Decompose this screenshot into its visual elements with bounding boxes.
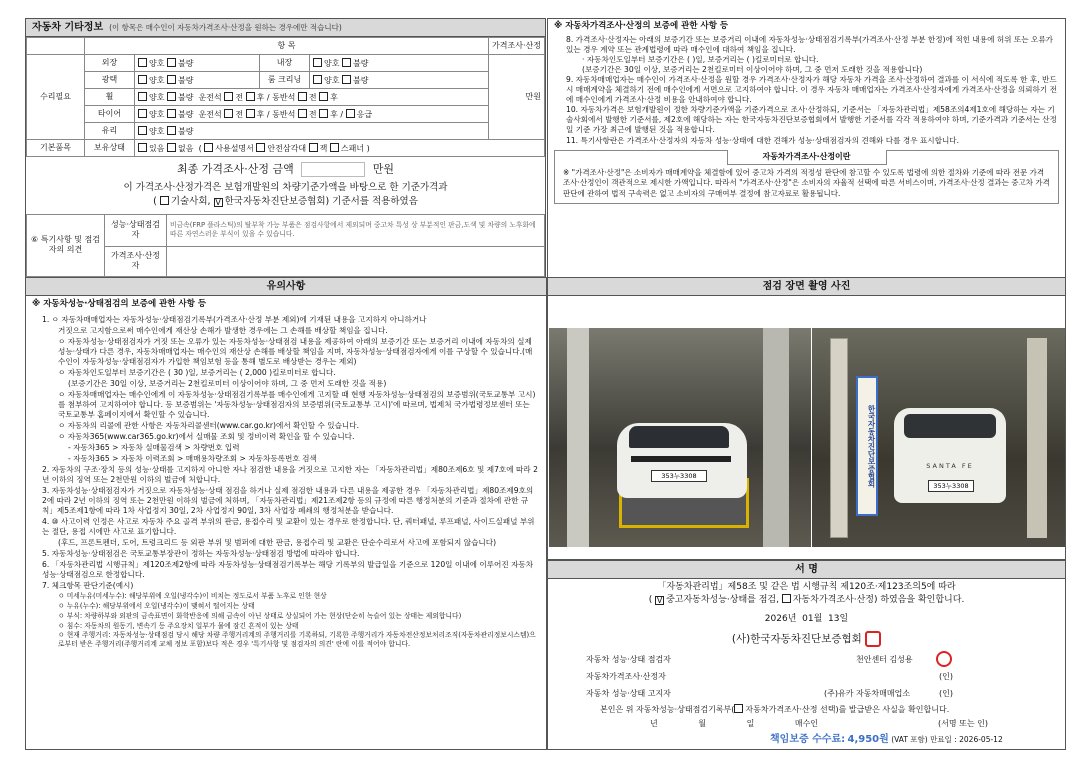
- notifier-seal: (인): [939, 689, 953, 698]
- fee-vat: (VAT 포함): [891, 735, 928, 744]
- other-info-table: [26, 37, 545, 157]
- assoc-stamp-icon: [865, 631, 881, 647]
- cautions-list: [26, 313, 546, 649]
- perf-text: 비금속(FRP 플라스틱)의 탈부착 가능 부품은 점검사항에서 제외되며 중고차 특성 상 부분적인 판금,도색 및 차량의 노후화에 따른 자연스러운 부식이 있을 수 있습니다.: [167, 214, 545, 246]
- room-good-checkbox[interactable]: [313, 75, 322, 84]
- buyer-sign: (서명 또는 인): [938, 719, 988, 728]
- final-price-basis: 이 가격조사·산정가격은 보험개발원의 차량기준가액을 바탕으로 한 기준가격과: [123, 182, 448, 193]
- rear-plate: 353누3308: [928, 480, 974, 492]
- row-gloss: 광택: [85, 72, 135, 89]
- confirm-a: 중고자동차성능·상태를 점검,: [666, 595, 779, 606]
- price-note-8: 8. 가격조사·산정자는 아래의 보증기간 또는 보증거리 이내에 자동차성능·상태점검기록부(가격조사·산정 부분 한정)에 적힌 내용에 허위 또는 오류가 있는 경우 계약 또는 관계법령에 따라 매수인에 대하여 책임을 집니다.: [566, 34, 1053, 54]
- special-table: [26, 214, 545, 277]
- assoc1-checkbox[interactable]: [160, 196, 169, 205]
- tire-good-checkbox[interactable]: [138, 109, 147, 118]
- signature-panel: 서 명 「자동차관리법」제58조 및 같은 법 시행규칙 제120조·제123조의5에 따라 ( V 중고자동차성능·상태를 점검, 자동차가격조사·산정) 하였음을 확인합니다. 2026년 01월 13일 (사)한국자동차진단보증협회: [547, 560, 1066, 750]
- caution-line: 거짓으로 고지함으로써 매수인에게 재산상 손해가 발생한 경우에는 그 손해를 배상할 책임을 집니다.: [58, 325, 388, 335]
- price-inspector-sign-label: 자동차가격조사·산정자: [586, 672, 666, 681]
- rear-photo: [812, 328, 1065, 547]
- other-info-note: (이 항목은 매수인이 자동차가격조사·산정을 원하는 경우에만 적습니다): [109, 23, 342, 32]
- rear-banner: 한국자동차진단보증협회: [856, 376, 878, 516]
- buyer-price-checkbox[interactable]: [734, 704, 743, 713]
- price-note-11: 11. 특기사항란은 가격조사·산정자의 자동차 성능·상태에 대한 견해가 성능·상태점검자의 견해와 다를 경우 표시합니다.: [566, 135, 960, 145]
- wheel-pas-front-checkbox[interactable]: [298, 92, 307, 101]
- price-survey-checkbox[interactable]: [782, 594, 791, 603]
- caution-line: ㅇ 자동차매매업자는 매수인에게 이 자동차성능·상태점검기록부를 매수인에게 고지할 때 현행 자동차성능·상태점검의 보증범위(국토교통부 고시)를 첨부하여 고지하여야 합니다. 등 보증범위는 '자동차성능·상태점검자의 보증범위(국토교통부 고시)'에 따르며, 법제처 국가법령정보센터 또는 국토교통부 홈페이지에서 확인할 수 있습니다.: [58, 389, 536, 419]
- caution-line: 2. 자동차의 구조·장치 등의 성능·상태를 고지하지 아니한 자나 점검한 내용을 거짓으로 고지한 자는 「자동차관리법」제80조제6호 및 제7호에 따라 2년 이하의 징역 또는 2천만원 이하의 벌금에 처합니다.: [42, 464, 538, 484]
- signature-header: 서 명: [548, 561, 1065, 579]
- interior-good-checkbox[interactable]: [313, 58, 322, 67]
- cautions-header: 유의사항: [26, 278, 546, 296]
- other-info-title: 자동차 기타정보: [32, 22, 104, 33]
- row-glass: 유리: [85, 123, 135, 140]
- caution-line: ㅇ 자동차의 리콜에 관한 사항은 자동차리콜센터(www.car.go.kr)에서 확인할 수 있습니다.: [58, 420, 359, 430]
- price-inspector-text[interactable]: [167, 246, 545, 276]
- caution-line: 5. 자동차성능·상태점검은 국토교통부장관이 정하는 자동차성능·상태점검 방법에 따라야 합니다.: [42, 548, 360, 558]
- price-note-9: 9. 자동차매매업자는 매수인이 가격조사·산정을 원할 경우 가격조사·산정자가 해당 자동차 가격을 조사·산정하여 결과를 이 서식에 적도록 한 후, 반드시 매매계약을 체결하기 전에 매수인에게 서면으로 고지하여야 합니다. 이 경우 자동차 매매업자는 가격조사·산정자에게 가격조사·산정을 의뢰하기 전에 매수인에게 가격조사·산정 비용을 안내하여야 합니다.: [566, 75, 1057, 105]
- caution-criteria: ㅇ 부식: 차량하부와 외판의 금속표면이 화학반응에 의해 금속이 아닌 상태로 상실되어 가는 현상(단순히 녹슬어 있는 상태는 제외합니다): [58, 611, 462, 620]
- none-checkbox[interactable]: [167, 143, 176, 152]
- possession-checks: 있음 없음 ( 사용설명서 안전삼각대 잭 스패너 ): [135, 140, 545, 157]
- basic-item-label: 기본품목: [27, 140, 85, 157]
- jack-checkbox[interactable]: [309, 143, 318, 152]
- price-note-8-rule: (보증기간은 30일 이상, 보증거리는 2천킬로미터 이상이어야 하며, 그 중 먼저 도래한 것을 적용합니다): [582, 64, 923, 74]
- assoc2-checkbox[interactable]: V: [215, 197, 221, 207]
- photos-header: 점검 장면 촬영 사진: [548, 278, 1065, 296]
- front-photo: [549, 328, 811, 547]
- assoc-name: (사)한국자동차진단보증협회: [731, 632, 862, 645]
- front-windshield: [629, 426, 729, 448]
- assoc2-label: 한국자동차진단보증협회) 기준서를 적용하였음: [224, 195, 418, 207]
- wheel-drv-rear-checkbox[interactable]: [246, 92, 255, 101]
- inspector-label: 자동차 성능·상태 점검자: [586, 655, 671, 664]
- caution-line: ㅇ 자동차인도일부터 보증기간은 ( 30 )일, 보증거리는 ( 2,000 )킬로미터로 합니다.: [58, 367, 336, 377]
- price-note-10: 10. 자동차가격은 보험개발원이 정한 차량기준가액을 기준가격으로 조사·산정하되, 기준서는 「자동차관리법」제58조의4제1호에 해당하는 자는 기술사회에서 발행한 기준서를, 제2호에 해당하는 자는 한국자동차진단보증협회에서 발행한 기준서를 각각 적용하여야 하며, 기준가격과 기준서는 산정일 기준 가장 최근에 발행된 것을 적용합니다.: [566, 105, 1057, 135]
- fee-row: [770, 734, 1062, 747]
- other-info-panel: [25, 18, 546, 290]
- cautions-subtitle: ※ 자동차성능·상태점검의 보증에 관한 사항 등: [32, 299, 207, 309]
- caution-line: - 자동차365 > 자동차 이력조회 > 매매용차량조회 > 자동차등록번호 검색: [68, 453, 317, 463]
- exterior-checks: 양호 불량: [135, 55, 260, 72]
- wheel-good-checkbox[interactable]: [138, 92, 147, 101]
- fee-value: 4,950원: [847, 734, 889, 745]
- caution-line: 3. 자동차성능·상태점검자가 거짓으로 자동차성능·상태 점검을 하거나 실제 점검한 내용과 다른 내용을 제공한 경우 「자동차관리법」제80조제9호의2에 따라 2년 이하의 징역 또는 2천만원 이하의 벌금에 처하며, 「자동차관리법」제21조제2항 등의 규정에 따른 행정처분의 기준과 절차에 관한 규칙」제5조제1항에 따라 1차 사업정지 30일, 2차 사업정지 90일, 3차 사업장 폐쇄의 행정처분을 받습니다.: [42, 485, 534, 515]
- final-price-label: 최종 가격조사·산정 금액: [176, 162, 294, 176]
- wheel-pas-rear-checkbox[interactable]: [319, 92, 328, 101]
- caution-line: 6. 「자동차관리법 시행규칙」제120조제2항에 따라 자동차성능·상태점검기록부는 해당 기록부의 발급일을 기준으로 120일 이내에 이루어진 자동차 성능·상태점검으로 한정합니다.: [42, 559, 534, 579]
- assoc1-label: 기술사회,: [170, 195, 211, 207]
- caution-criteria: ㅇ 침수: 자동차의 원동기, 변속기 등 주요장치 일부가 물에 잠긴 흔적이 있는 상태: [58, 621, 299, 630]
- room-bad-checkbox[interactable]: [342, 75, 351, 84]
- wheel-checks: 양호 불량 운전석 전 후 / 동반석 전 후: [135, 89, 489, 106]
- inspector-name: 천안센터 김성용: [856, 655, 913, 664]
- caution-line: (보증기간은 30일 이상, 보증거리는 2천킬로미터 이상이어야 하며, 그 중 먼저 도래한 것을 적용): [68, 378, 387, 388]
- manual-checkbox[interactable]: [204, 143, 213, 152]
- performance-checkbox[interactable]: V: [656, 596, 663, 606]
- interior-bad-checkbox[interactable]: [342, 58, 351, 67]
- price-notes-panel: [547, 18, 1066, 290]
- special-label: ⑥ 특기사항 및 점검자의 의견: [27, 214, 105, 276]
- col-item: 항 목: [85, 38, 489, 55]
- exterior-good-checkbox[interactable]: [138, 58, 147, 67]
- price-note-8-period: · 자동차인도일부터 보증기간은 ( )일, 보증거리는 ( )킬로미터로 합니다.: [582, 54, 819, 64]
- caution-line: (후드, 프론트펜더, 도어, 트렁크리드 등 외판 부위 및 범퍼에 대한 판금, 용접수리 및 교환은 단순수리로서 사고에 포함되지 않습니다): [58, 537, 497, 547]
- other-info-header: [26, 19, 545, 37]
- wheel-bad-checkbox[interactable]: [167, 92, 176, 101]
- caution-line: 7. 체크항목 판단기준(예시): [42, 581, 134, 591]
- final-price-block: 최종 가격조사·산정 금액 만원 이 가격조사·산정가격은 보험개발원의 차량기준가액을 바탕으로 한 기준가격과 ( 기술사회, V 한국자동차진단보증협회) 기준서를 적용하였음: [26, 157, 545, 208]
- price-unit: 만원: [489, 55, 545, 140]
- exterior-bad-checkbox[interactable]: [167, 58, 176, 67]
- front-grille: [631, 456, 731, 462]
- caution-line: - 자동차365 > 자동차 실매물검색 > 차량번호 입력: [68, 442, 240, 452]
- price-inspector-seal: (인): [939, 672, 953, 681]
- caution-criteria: ㅇ 미세누유(미세누수): 해당부위에 오일(냉각수)이 비치는 정도로서 부품 노후로 인한 현상: [58, 592, 327, 601]
- fee-label: 책임보증 수수료:: [770, 734, 846, 745]
- rear-window: [904, 414, 996, 438]
- tire-drv-front-checkbox[interactable]: [224, 109, 233, 118]
- perf-label: 성능·상태점검자: [105, 214, 167, 246]
- glass-good-checkbox[interactable]: [138, 126, 147, 135]
- price-notes-title: ※ 자동차가격조사·산정의 보증에 관한 사항 등: [554, 21, 729, 31]
- fee-expire: 만료일 : 2026-05-12: [930, 735, 1003, 744]
- caution-line: 4. ⑩ 사고이력 인정은 사고로 자동차 주요 골격 부위의 판금, 용접수리 및 교환이 있는 경우로 한정합니다. 단, 쿼터패널, 루프패널, 사이드실패널 부위는 절단, 용접 시에만 사고로 표기합니다.: [42, 516, 535, 536]
- confirm-b: 자동차가격조사·산정) 하였음을 확인합니다.: [792, 595, 965, 606]
- col-price: 가격조사·산정: [489, 38, 545, 55]
- price-inspector-label: 가격조사·산정자: [105, 246, 167, 276]
- final-price-input[interactable]: [301, 162, 365, 177]
- repair-label: 수리필요: [27, 55, 85, 140]
- caution-line: 1. ㅇ 자동차매매업자는 자동차성능·상태점검기록부(가격조사·산정 부분 제외)에 기재된 내용을 고지하지 아니하거나: [42, 314, 427, 324]
- caution-criteria: ㅇ 현재 주행거리: 자동차성능·상태점검 당시 해당 차량 주행거리계의 주행거리를 기록하되, 기록한 주행거리가 자동차전산정보처리조직(자동차관리정보시스템)으로부터 받은 주행거리(주행거리계 교체 정보 포함)보다 적은 경우 '특기사항 및 점검자의 의견' 란에 이를 적어야 합니다.: [58, 631, 536, 649]
- gloss-good-checkbox[interactable]: [138, 75, 147, 84]
- gloss-bad-checkbox[interactable]: [167, 75, 176, 84]
- triangle-checkbox[interactable]: [256, 143, 265, 152]
- final-price-unit: 만원: [372, 162, 394, 176]
- price-definition-text: ※ "가격조사·산정"은 소비자가 매매계약을 체결함에 있어 중고차 가격의 적정성 판단에 참고할 수 있도록 법령에 의한 절차와 기준에 따라 전문 가격조사·산정인이 객관적으로 제시한 가액입니다. 따라서 "가격조사·산정"은 소비자의 자율적 선택에 따른 서비스이며, 가격조사·산정 결과는 중고차 가격판단에 관하여 법적 구속력은 없고 소비자의 구매여부 결정에 참고자료로 활용됩니다.: [563, 167, 1050, 198]
- row-tire: 타이어: [85, 106, 135, 123]
- wheel-drv-front-checkbox[interactable]: [224, 92, 233, 101]
- notifier-label: 자동차 성능·상태 고지자: [586, 689, 671, 698]
- row-interior: 내장: [260, 55, 310, 72]
- buyer-label: 매수인: [794, 719, 819, 728]
- have-checkbox[interactable]: [138, 143, 147, 152]
- price-definition-title: 자동차가격조사·산정이란: [727, 150, 887, 165]
- row-room-cleaning: 룸 크리닝: [260, 72, 310, 89]
- row-wheel: 휠: [85, 89, 135, 106]
- caution-line: ㅇ 자동차성능·상태점검자가 거짓 또는 오류가 있는 자동차성능·상태점검 내용을 제공하여 아래의 보증기간 또는 보증거리 이내에 자동차의 실제 성능·상태가 다른 경우, 자동차매매업자는 매수인의 재산상 손해를 배상할 책임을 지며, 자동차성능·상태점검자에게 이를 구상할 수 있습니다.(매수인이 자동차성능·상태점검자가 가입한 책임보험 등을 통해 별도로 배상받는 경우는 제외): [58, 336, 533, 366]
- gloss-checks: 양호 불량: [135, 72, 260, 89]
- interior-checks: 양호 불량: [310, 55, 489, 72]
- caution-criteria: ㅇ 누유(누수): 해당부위에서 오일(냉각수)이 맺혀서 떨어지는 상태: [58, 601, 255, 610]
- tire-bad-checkbox[interactable]: [167, 109, 176, 118]
- caution-line: ㅇ 자동차365(www.car365.go.kr)에서 실매물 조회 및 정비이력 확인을 할 수 있습니다.: [58, 431, 355, 441]
- rear-badge: SANTA FE: [926, 462, 974, 470]
- front-plate: 353누3308: [651, 470, 707, 482]
- price-definition-box: [554, 150, 1059, 205]
- cautions-panel: [25, 277, 547, 750]
- glass-bad-checkbox[interactable]: [167, 126, 176, 135]
- room-cleaning-checks: 양호 불량: [310, 72, 489, 89]
- tire-emergency-checkbox[interactable]: [346, 109, 355, 118]
- signature-law: 「자동차관리법」제58조 및 같은 법 시행규칙 제120조·제123조의5에 따라: [657, 582, 956, 592]
- spanner-checkbox[interactable]: [330, 143, 339, 152]
- tire-pas-front-checkbox[interactable]: [298, 109, 307, 118]
- possession-label: 보유상태: [85, 140, 135, 157]
- tire-drv-rear-checkbox[interactable]: [246, 109, 255, 118]
- inspector-stamp-icon: [936, 651, 952, 667]
- tire-checks: 양호 불량 운전석 전 후 / 동반석 전 후 / 응급: [135, 106, 489, 123]
- row-exterior: 외장: [85, 55, 135, 72]
- notifier-name: (주)유카 자동차매매업소: [824, 689, 911, 698]
- signature-date: 2026년 01월 13일: [764, 613, 849, 624]
- glass-checks: 양호 불량: [135, 123, 489, 140]
- price-notes-list: [548, 35, 1065, 146]
- tire-pas-rear-checkbox[interactable]: [319, 109, 328, 118]
